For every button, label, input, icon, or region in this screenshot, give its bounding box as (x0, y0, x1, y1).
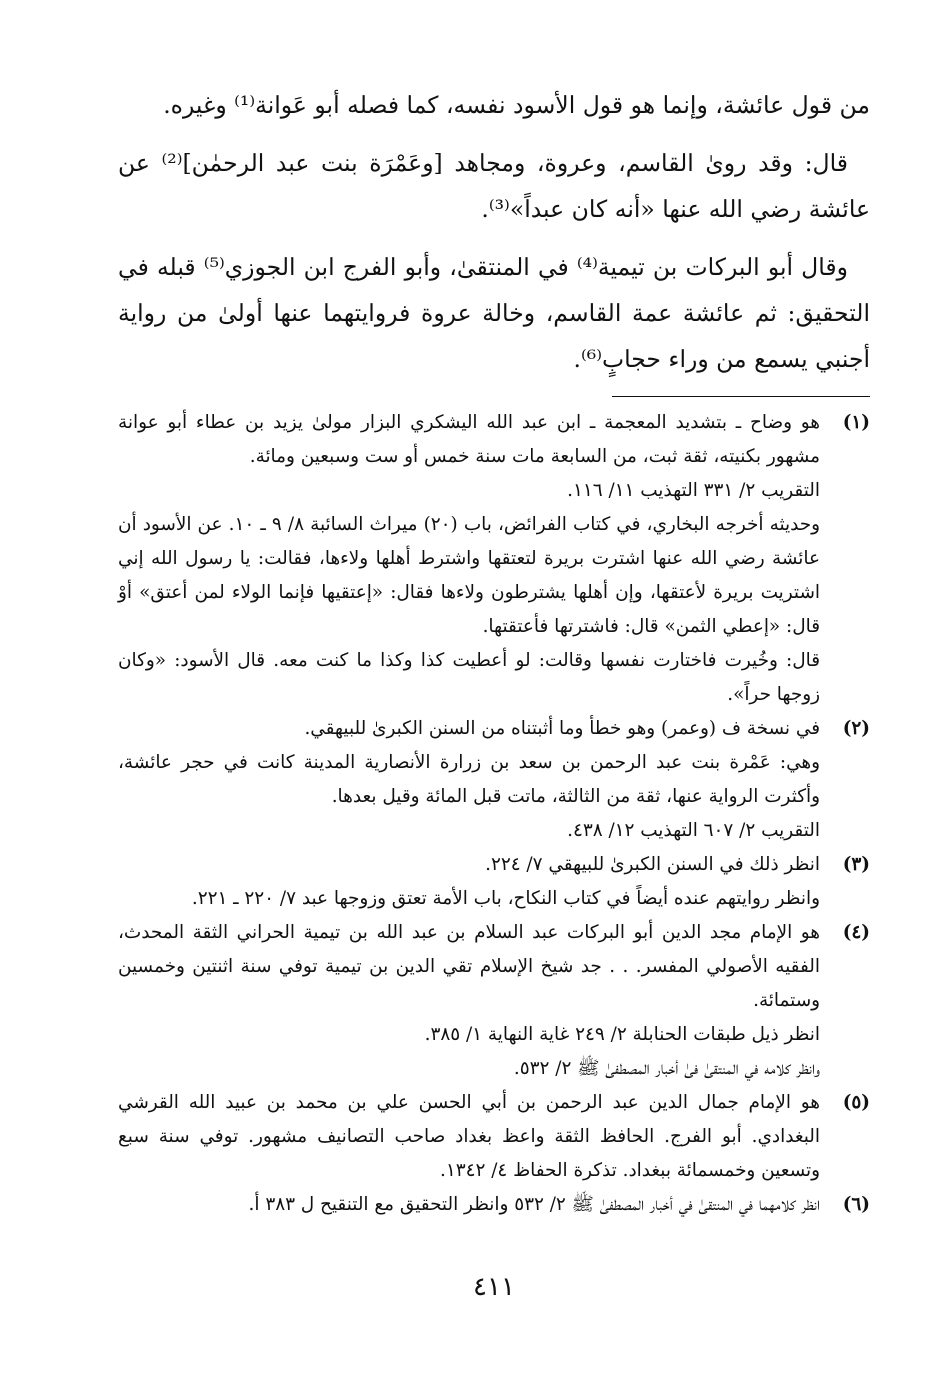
footnote-body (118, 406, 820, 712)
footnote-line: وانظر كلامه في المنتقىٰ فىٰ أخبار المصطفىٰ ﷺ ٢/ ٥٣٢. (513, 1058, 820, 1079)
footnote-body (118, 712, 820, 848)
main-paragraph-1: من قول عائشة، وإنما هو قول الأسود نفسه، كما فصله أبو عَوانة⁽¹⁾ وغيره. (163, 91, 870, 119)
footnote-line: وحديثه أخرجه البخاري، في كتاب الفرائض، باب (٢٠) ميراث السائبة ٨/ ٩ ـ ١٠. عن الأسود أن عائشة رضي الله عنها اشترت بريرة لتعتقها واشترط أهلها ولاءها، فقالت: يا رسول الله إني اشتريت بريرة لأعتقها، وإن أهلها يشترطون ولاءها فقال: «إعتقيها فإنما الولاء لمن أعتق» أوْ قال: «إعطي الثمن» قال: فاشترتها فأعتقتها. (118, 514, 821, 637)
footnote-line: انظر ذلك في السنن الكبرىٰ للبيهقي ٧/ ٢٢٤. (485, 854, 820, 875)
footnote-line: انظر ذيل طبقات الحنابلة ٢/ ٢٤٩ غاية النهاية ١/ ٣٨٥. (424, 1024, 820, 1045)
footnote-line: قال: وخُيرت فاختارت نفسها وقالت: لو أعطيت كذا وكذا ما كنت معه. قال الأسود: «وكان زوجها حراً». (118, 650, 820, 705)
footnote-2 (118, 712, 870, 848)
footnote-body (118, 1188, 820, 1222)
footnote-line: وانظر روايتهم عنده أيضاً في كتاب النكاح، باب الأمة تعتق وزوجها عبد ٧/ ٢٢٠ ـ ٢٢١. (191, 888, 820, 909)
footnote-number: (٤) (842, 922, 870, 943)
main-paragraph-2: قال: وقد روىٰ القاسم، وعروة، ومجاهد [وعَمْرَة بنت عبد الرحمٰن]⁽²⁾ عن عائشة رضي الله عنها «أنه كان عبداً»⁽³⁾. (118, 149, 870, 223)
footnotes (118, 406, 870, 1222)
footnote-line: التقريب ٢/ ٦٠٧ التهذيب ١٢/ ٤٣٨. (567, 820, 820, 841)
footnote-line: في نسخة ف (وعمر) وهو خطأ وما أثبتناه من السنن الكبرىٰ للبيهقي. (304, 718, 820, 739)
page-number: ٤١١ (473, 1272, 515, 1302)
footnote-line: هو الإمام مجد الدين أبو البركات عبد السلام بن عبد الله بن تيمية الحراني الثقة المحدث، الفقيه الأصولي المفسر. . . جد شيخ الإسلام تقي الدين بن تيمية توفي سنة اثنتين وخمسين وستمائة. (118, 922, 820, 1011)
footnote-line: هو الإمام جمال الدين عبد الرحمن بن أبي الحسن علي بن محمد بن عبيد الله القرشي البغدادي. أبو الفرج. الحافظ الثقة واعظ بغداد صاحب التصانيف مشهور. توفي سنة سبع وتسعين وخمسمائة ببغداد. تذكرة الحفاظ ٤/ ١٣٤٢. (118, 1092, 820, 1181)
footnote-body (118, 848, 820, 916)
footnote-number: (٦) (842, 1194, 870, 1215)
main-text (118, 82, 870, 394)
footnote-line: انظر كلامهما في المنتقىٰ في أخبار المصطفىٰ ﷺ ٢/ ٥٣٢ وانظر التحقيق مع التنقيح ل ٣٨٣ أ. (248, 1194, 820, 1215)
footnote-4 (118, 916, 870, 1086)
footnote-line: وهي: عَمْرة بنت عبد الرحمن بن سعد بن زرارة الأنصارية المدينة كانت في حجر عائشة، وأكثرت الرواية عنها، ثقة من الثالثة، ماتت قبل المائة وقيل بعدها. (118, 752, 820, 807)
footnote-1 (118, 406, 870, 712)
footnote-number: (٣) (842, 854, 870, 875)
main-paragraph-3: وقال أبو البركات بن تيمية⁽⁴⁾ في المنتقىٰ، وأبو الفرج ابن الجوزي⁽⁵⁾ قبله في التحقيق: ثم عائشة عمة القاسم، وخالة عروة فروايتهما عنها أولىٰ من رواية أجنبي يسمع من وراء حجابٍ⁽⁶⁾. (118, 253, 870, 373)
footnote-line: التقريب ٢/ ٣٣١ التهذيب ١١/ ١١٦. (567, 480, 820, 501)
footnote-body (118, 1086, 820, 1188)
footnote-body (118, 916, 820, 1086)
footnote-divider (612, 396, 870, 397)
book-page (118, 0, 870, 1389)
footnote-line: هو وضاح ـ بتشديد المعجمة ـ ابن عبد الله اليشكري البزار مولىٰ يزيد بن عطاء أبو عوانة مشهور بكنيته، ثقة ثبت، من السابعة مات سنة خمس أو ست وسبعين ومائة. (118, 412, 820, 467)
footnote-5 (118, 1086, 870, 1188)
footnote-3 (118, 848, 870, 916)
footnote-number: (١) (842, 412, 870, 433)
footnote-number: (٢) (842, 718, 870, 739)
footnote-6 (118, 1188, 870, 1222)
footnote-number: (٥) (842, 1092, 870, 1113)
